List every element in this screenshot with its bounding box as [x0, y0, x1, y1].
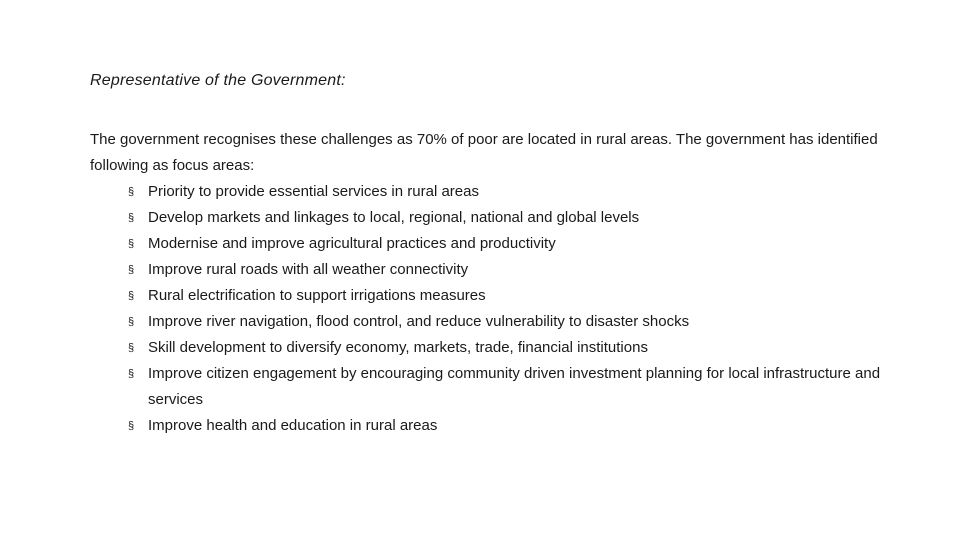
bullet-icon: §: [128, 316, 135, 328]
list-item: [90, 257, 890, 283]
list-item: [90, 283, 890, 309]
bullet-icon: §: [128, 342, 135, 354]
body-text: [90, 127, 890, 439]
list-item: [90, 335, 890, 361]
list-item: [90, 205, 890, 231]
intro-paragraph: The government recognises these challenges as 70% of poor are located in rural areas. The government has identified following as focus areas:: [90, 131, 878, 174]
list-item-text: Skill development to diversify economy, markets, trade, financial institutions: [148, 339, 648, 356]
list-item-text: Improve rural roads with all weather connectivity: [148, 261, 469, 278]
bullet-icon: §: [128, 212, 135, 224]
list-item-text: Modernise and improve agricultural practices and productivity: [148, 235, 556, 252]
focus-area-list: [90, 179, 890, 439]
bullet-icon: §: [128, 264, 135, 276]
section-heading: Representative of the Government:: [90, 72, 346, 89]
list-item: [90, 231, 890, 257]
list-item: [90, 309, 890, 335]
list-item-text: Improve citizen engagement by encouraging community driven investment planning for local infrastructure and services: [148, 365, 881, 408]
list-item: [90, 179, 890, 205]
bullet-icon: §: [128, 238, 135, 250]
list-item-text: Develop markets and linkages to local, regional, national and global levels: [148, 209, 640, 226]
list-item-text: Improve river navigation, flood control, and reduce vulnerability to disaster shocks: [148, 313, 690, 330]
list-item: [90, 361, 890, 413]
bullet-icon: §: [128, 186, 135, 198]
bullet-icon: §: [128, 368, 135, 380]
bullet-icon: §: [128, 290, 135, 302]
list-item: [90, 413, 890, 439]
list-item-text: Priority to provide essential services in rural areas: [148, 183, 479, 200]
list-item-text: Improve health and education in rural areas: [148, 417, 438, 434]
bullet-icon: §: [128, 420, 135, 432]
list-item-text: Rural electrification to support irrigations measures: [148, 287, 486, 304]
